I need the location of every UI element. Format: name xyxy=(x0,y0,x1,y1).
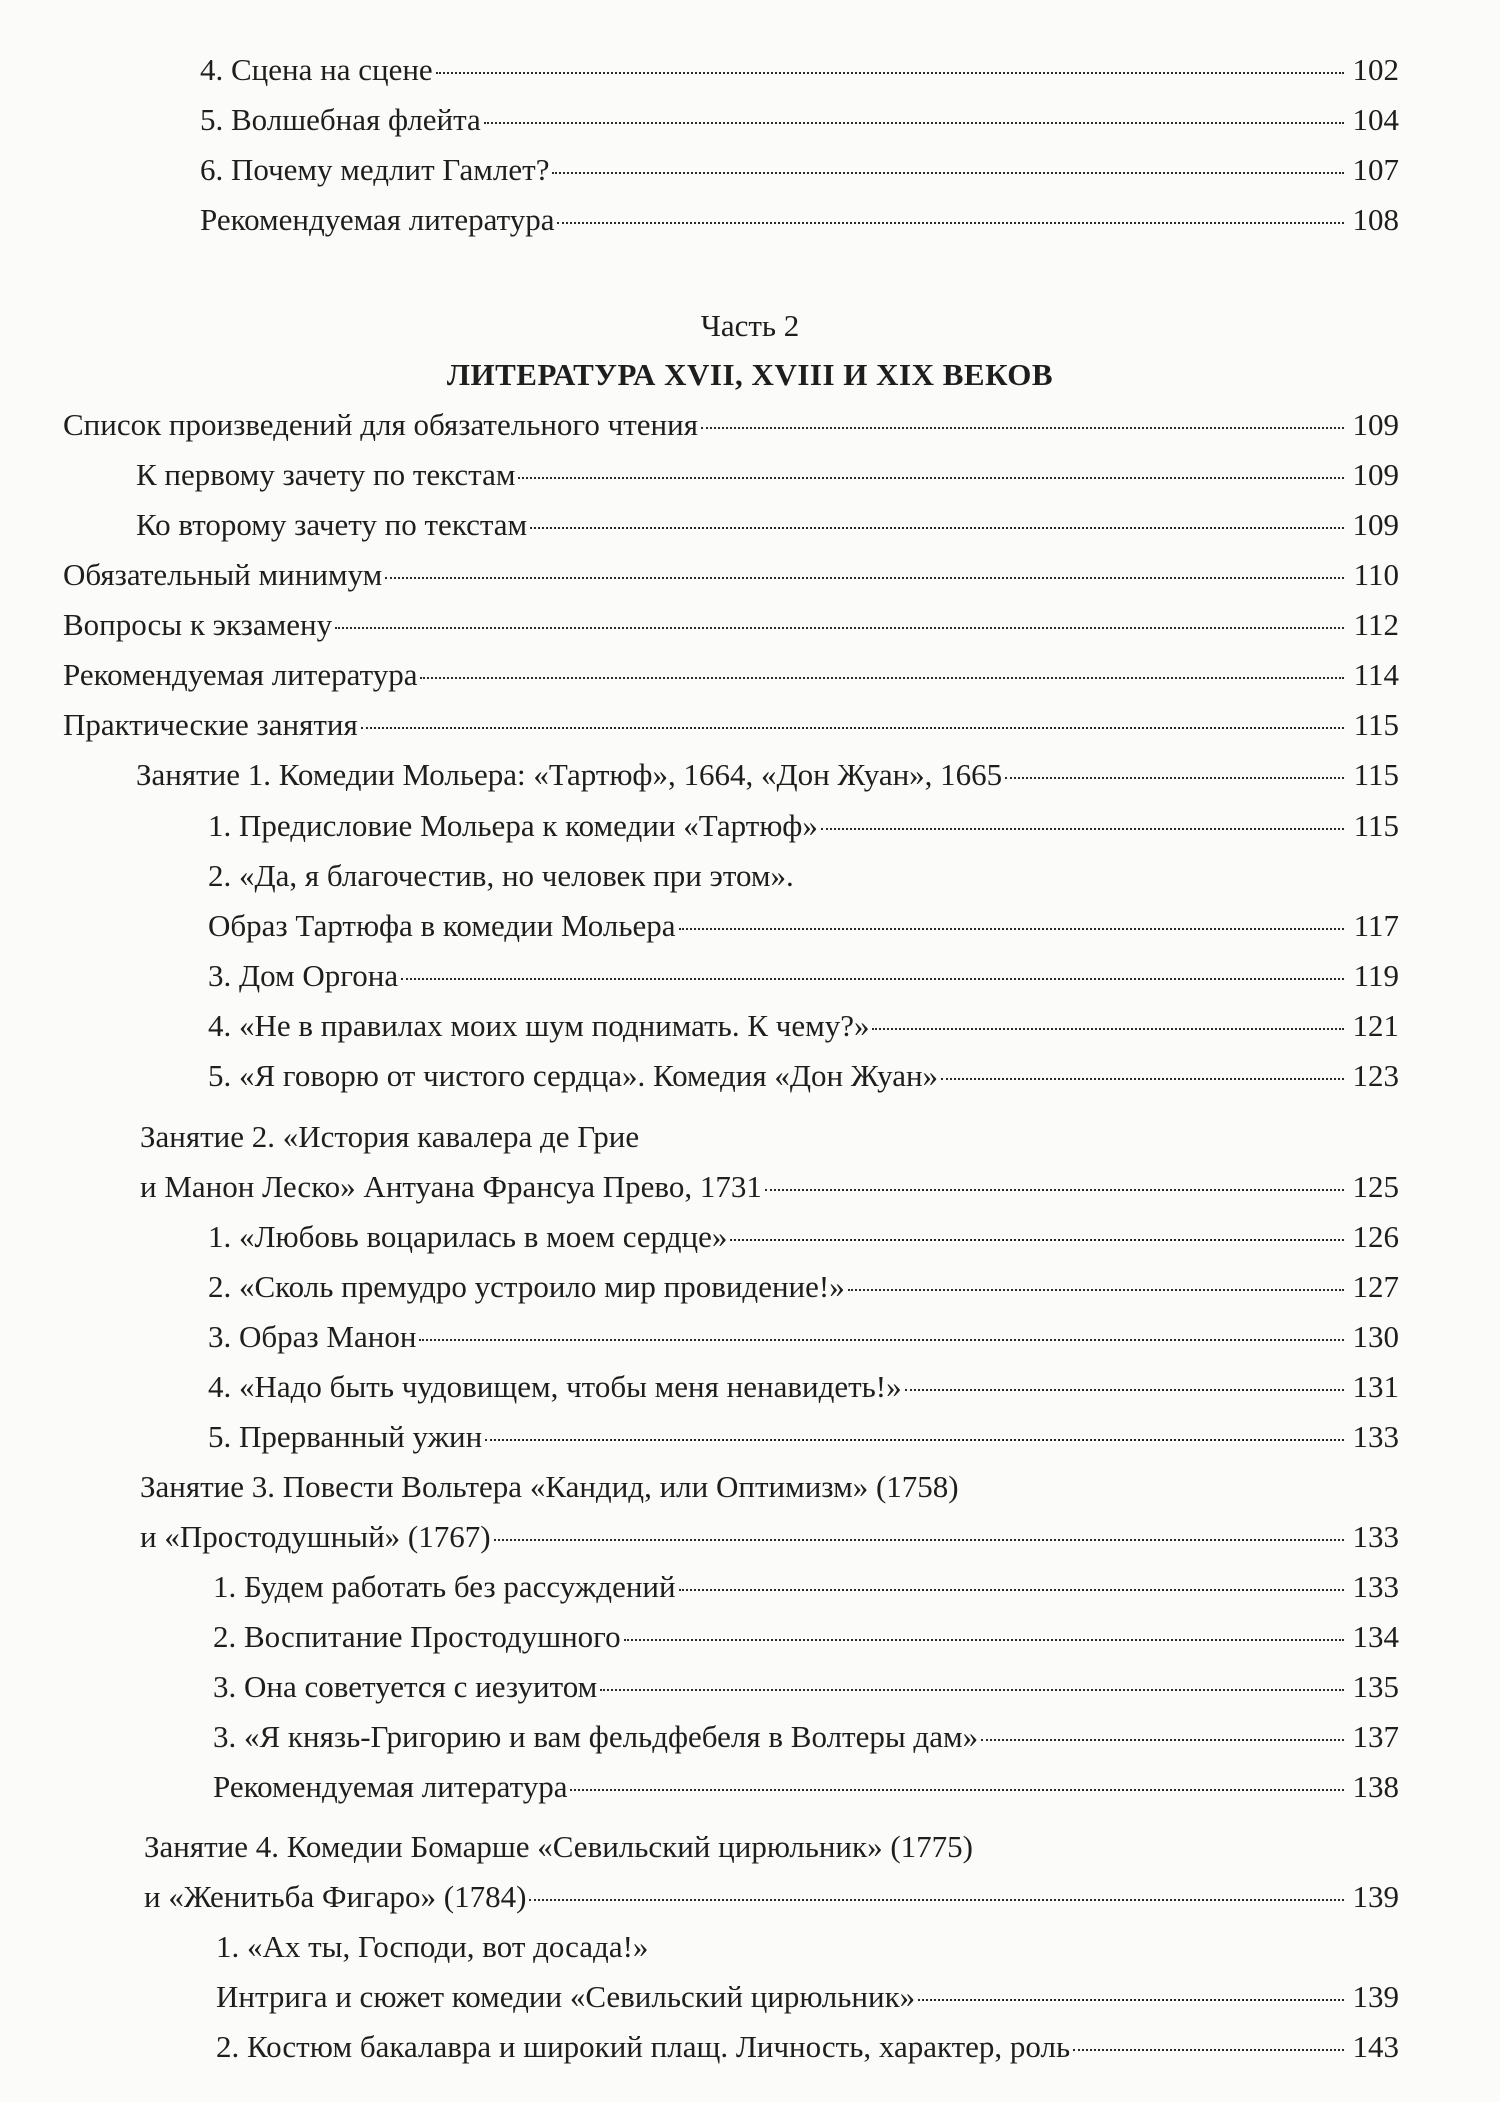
toc-entry-page: 117 xyxy=(1353,908,1399,943)
toc-entry-title: Занятие 4. Комедии Бомарше «Севильский цирюльник» (1775) xyxy=(144,1829,973,1864)
toc-entry-page: 133 xyxy=(1352,1519,1399,1554)
toc-entry-title: 4. «Не в правилах моих шум поднимать. К чему?» xyxy=(208,1008,870,1043)
toc-entry-title: 4. Сцена на сцене xyxy=(200,52,433,87)
toc-entry-title: Обязательный минимум xyxy=(63,557,383,592)
toc-entry xyxy=(63,605,1399,645)
toc-leader-dots xyxy=(518,477,1344,479)
toc-entry-title: Образ Тартюфа в комедии Мольера xyxy=(208,908,676,943)
part-title: ЛИТЕРАТУРА XVII, XVIII И XIX ВЕКОВ xyxy=(446,357,1054,392)
toc-entry-title: 3. Образ Манон xyxy=(208,1319,417,1354)
toc-entry-title: 5. «Я говорю от чистого сердца». Комедия «Дон Жуан» xyxy=(208,1058,939,1093)
toc-leader-dots xyxy=(570,1789,1344,1791)
toc-entry xyxy=(200,100,1399,140)
toc-leader-dots xyxy=(1073,2049,1344,2051)
toc-entry-page: 104 xyxy=(1352,102,1399,137)
toc-entry-title: 1. «Любовь воцарилась в моем сердце» xyxy=(208,1219,728,1254)
toc-entry xyxy=(63,555,1399,595)
toc-entry-title: Интрига и сюжет комедии «Севильский цирюльник» xyxy=(216,1979,916,2014)
toc-entry-page: 137 xyxy=(1352,1719,1399,1754)
toc-leader-dots xyxy=(552,172,1344,174)
toc-entry-title: 1. Будем работать без рассуждений xyxy=(213,1569,676,1604)
toc-leader-dots xyxy=(918,1999,1344,2001)
toc-leader-dots xyxy=(485,1439,1344,1441)
toc-entry-title: 3. «Я князь-Григорию и вам фельдфебеля в Волтеры дам» xyxy=(213,1719,979,1754)
toc-entry-page: 125 xyxy=(1352,1169,1399,1204)
toc-entry-title: 2. «Да, я благочестив, но человек при этом». xyxy=(208,858,794,893)
toc-entry-page: 119 xyxy=(1353,958,1399,993)
toc-entry xyxy=(140,1517,1399,1557)
toc-entry-title: Практические занятия xyxy=(63,707,358,742)
part-label: Часть 2 xyxy=(700,308,800,343)
toc-entry xyxy=(216,2027,1399,2067)
toc-leader-dots xyxy=(529,1899,1344,1901)
toc-entry-page: 109 xyxy=(1352,457,1399,492)
toc-entry-page: 126 xyxy=(1352,1219,1399,1254)
toc-leader-dots xyxy=(941,1078,1344,1080)
toc-entry xyxy=(216,1977,1399,2017)
toc-entry xyxy=(136,455,1399,495)
toc-entry-page: 131 xyxy=(1352,1369,1399,1404)
toc-leader-dots xyxy=(821,828,1344,830)
toc-entry-title: Рекомендуемая литература xyxy=(200,202,555,237)
toc-entry xyxy=(213,1767,1399,1807)
toc-entry xyxy=(213,1617,1399,1657)
toc-entry-page: 110 xyxy=(1353,557,1399,592)
toc-entry-page: 139 xyxy=(1352,1979,1399,2014)
toc-entry xyxy=(213,1567,1399,1607)
toc-entry-page: 130 xyxy=(1352,1319,1399,1354)
toc-entry-title: 3. Она советуется с иезуитом xyxy=(213,1669,598,1704)
toc-leader-dots xyxy=(401,978,1344,980)
toc-entry-page: 114 xyxy=(1353,657,1399,692)
toc-entry xyxy=(213,1717,1399,1757)
toc-leader-dots xyxy=(494,1539,1344,1541)
toc-entry-page: 107 xyxy=(1352,152,1399,187)
toc-entry-title: и «Женитьба Фигаро» (1784) xyxy=(144,1879,527,1914)
toc-entry-title: и «Простодушный» (1767) xyxy=(140,1519,491,1554)
toc-entry xyxy=(213,1667,1399,1707)
toc-entry-page: 134 xyxy=(1352,1619,1399,1654)
toc-entry-title: Список произведений для обязательного чтения xyxy=(63,407,698,442)
toc-entry-title: Рекомендуемая литература xyxy=(213,1769,568,1804)
toc-entry-page: 102 xyxy=(1352,52,1399,87)
toc-entry-page: 138 xyxy=(1352,1769,1399,1804)
toc-leader-dots xyxy=(1005,777,1344,779)
toc-entry-title: 1. «Ах ты, Господи, вот досада!» xyxy=(216,1929,649,1964)
toc-entry-page: 133 xyxy=(1352,1419,1399,1454)
toc-entry-page: 135 xyxy=(1352,1669,1399,1704)
toc-entry-page: 127 xyxy=(1352,1269,1399,1304)
toc-entry-title: К первому зачету по текстам xyxy=(136,457,516,492)
toc-entry-title: Ко второму зачету по текстам xyxy=(136,507,528,542)
toc-entry-page: 133 xyxy=(1352,1569,1399,1604)
toc-entry-page: 123 xyxy=(1352,1058,1399,1093)
toc-entry-title: 5. Прерванный ужин xyxy=(208,1419,483,1454)
toc-leader-dots xyxy=(530,527,1344,529)
toc-entry-title: и Манон Леско» Антуана Франсуа Прево, 1731 xyxy=(140,1169,762,1204)
toc-leader-dots xyxy=(557,222,1344,224)
toc-entry-page: 115 xyxy=(1353,808,1399,843)
toc-entry-page: 121 xyxy=(1352,1008,1399,1043)
toc-leader-dots xyxy=(848,1289,1344,1291)
toc-entry xyxy=(140,1167,1399,1207)
toc-entry-page: 115 xyxy=(1353,707,1399,742)
toc-leader-dots xyxy=(484,122,1344,124)
toc-entry xyxy=(208,1317,1399,1357)
toc-entry xyxy=(208,1217,1399,1257)
toc-leader-dots xyxy=(981,1739,1344,1741)
toc-entry xyxy=(208,1056,1399,1096)
toc-entry-title: 2. «Сколь премудро устроило мир провидение!» xyxy=(208,1269,845,1304)
toc-leader-dots xyxy=(419,1339,1344,1341)
toc-entry xyxy=(63,405,1399,445)
toc-entry xyxy=(136,505,1399,545)
toc-leader-dots xyxy=(765,1189,1344,1191)
toc-entry-title: 6. Почему медлит Гамлет? xyxy=(200,152,550,187)
toc-entry xyxy=(208,1267,1399,1307)
toc-entry-page: 112 xyxy=(1353,607,1399,642)
toc-entry xyxy=(208,956,1399,996)
toc-entry-title: Рекомендуемая литература xyxy=(63,657,418,692)
toc-entry xyxy=(208,1367,1399,1407)
toc-entry-title: 4. «Надо быть чудовищем, чтобы меня ненавидеть!» xyxy=(208,1369,902,1404)
toc-entry xyxy=(200,200,1399,240)
toc-leader-dots xyxy=(600,1689,1344,1691)
toc-entry-page: 109 xyxy=(1352,507,1399,542)
toc-entry-page: 115 xyxy=(1353,757,1399,792)
toc-leader-dots xyxy=(730,1239,1344,1241)
toc-leader-dots xyxy=(335,627,1344,629)
toc-entry-page: 139 xyxy=(1352,1879,1399,1914)
toc-entry xyxy=(144,1877,1399,1917)
toc-entry xyxy=(200,150,1399,190)
toc-entry xyxy=(208,806,1399,846)
toc-leader-dots xyxy=(624,1639,1344,1641)
toc-entry-title: Вопросы к экзамену xyxy=(63,607,333,642)
toc-entry-title: 1. Предисловие Мольера к комедии «Тартюф» xyxy=(208,808,818,843)
toc-leader-dots xyxy=(361,727,1344,729)
toc-entry xyxy=(208,1417,1399,1457)
toc-entry-title: 2. Костюм бакалавра и широкий плащ. Личность, характер, роль xyxy=(216,2029,1071,2064)
toc-entry xyxy=(63,705,1399,745)
toc-leader-dots xyxy=(385,577,1344,579)
toc-entry xyxy=(136,755,1399,795)
toc-leader-dots xyxy=(679,928,1344,930)
toc-entry-page: 108 xyxy=(1352,202,1399,237)
toc-leader-dots xyxy=(905,1389,1344,1391)
toc-entry-title: Занятие 3. Повести Вольтера «Кандид, или Оптимизм» (1758) xyxy=(140,1469,959,1504)
toc-leader-dots xyxy=(420,677,1344,679)
toc-entry-title: Занятие 1. Комедии Мольера: «Тартюф», 1664, «Дон Жуан», 1665 xyxy=(136,757,1003,792)
toc-entry-title: 3. Дом Оргона xyxy=(208,958,399,993)
toc-leader-dots xyxy=(679,1589,1344,1591)
toc-entry-title: 5. Волшебная флейта xyxy=(200,102,481,137)
toc-entry-page: 143 xyxy=(1352,2029,1399,2064)
toc-leader-dots xyxy=(701,427,1344,429)
toc-leader-dots xyxy=(872,1028,1344,1030)
toc-entry xyxy=(208,906,1399,946)
toc-entry xyxy=(63,655,1399,695)
toc-leader-dots xyxy=(436,72,1344,74)
toc-entry-title: Занятие 2. «История кавалера де Грие xyxy=(140,1119,640,1154)
toc-entry xyxy=(208,1006,1399,1046)
toc-entry-title: 2. Воспитание Простодушного xyxy=(213,1619,621,1654)
toc-entry-page: 109 xyxy=(1352,407,1399,442)
toc-entry xyxy=(200,50,1399,90)
